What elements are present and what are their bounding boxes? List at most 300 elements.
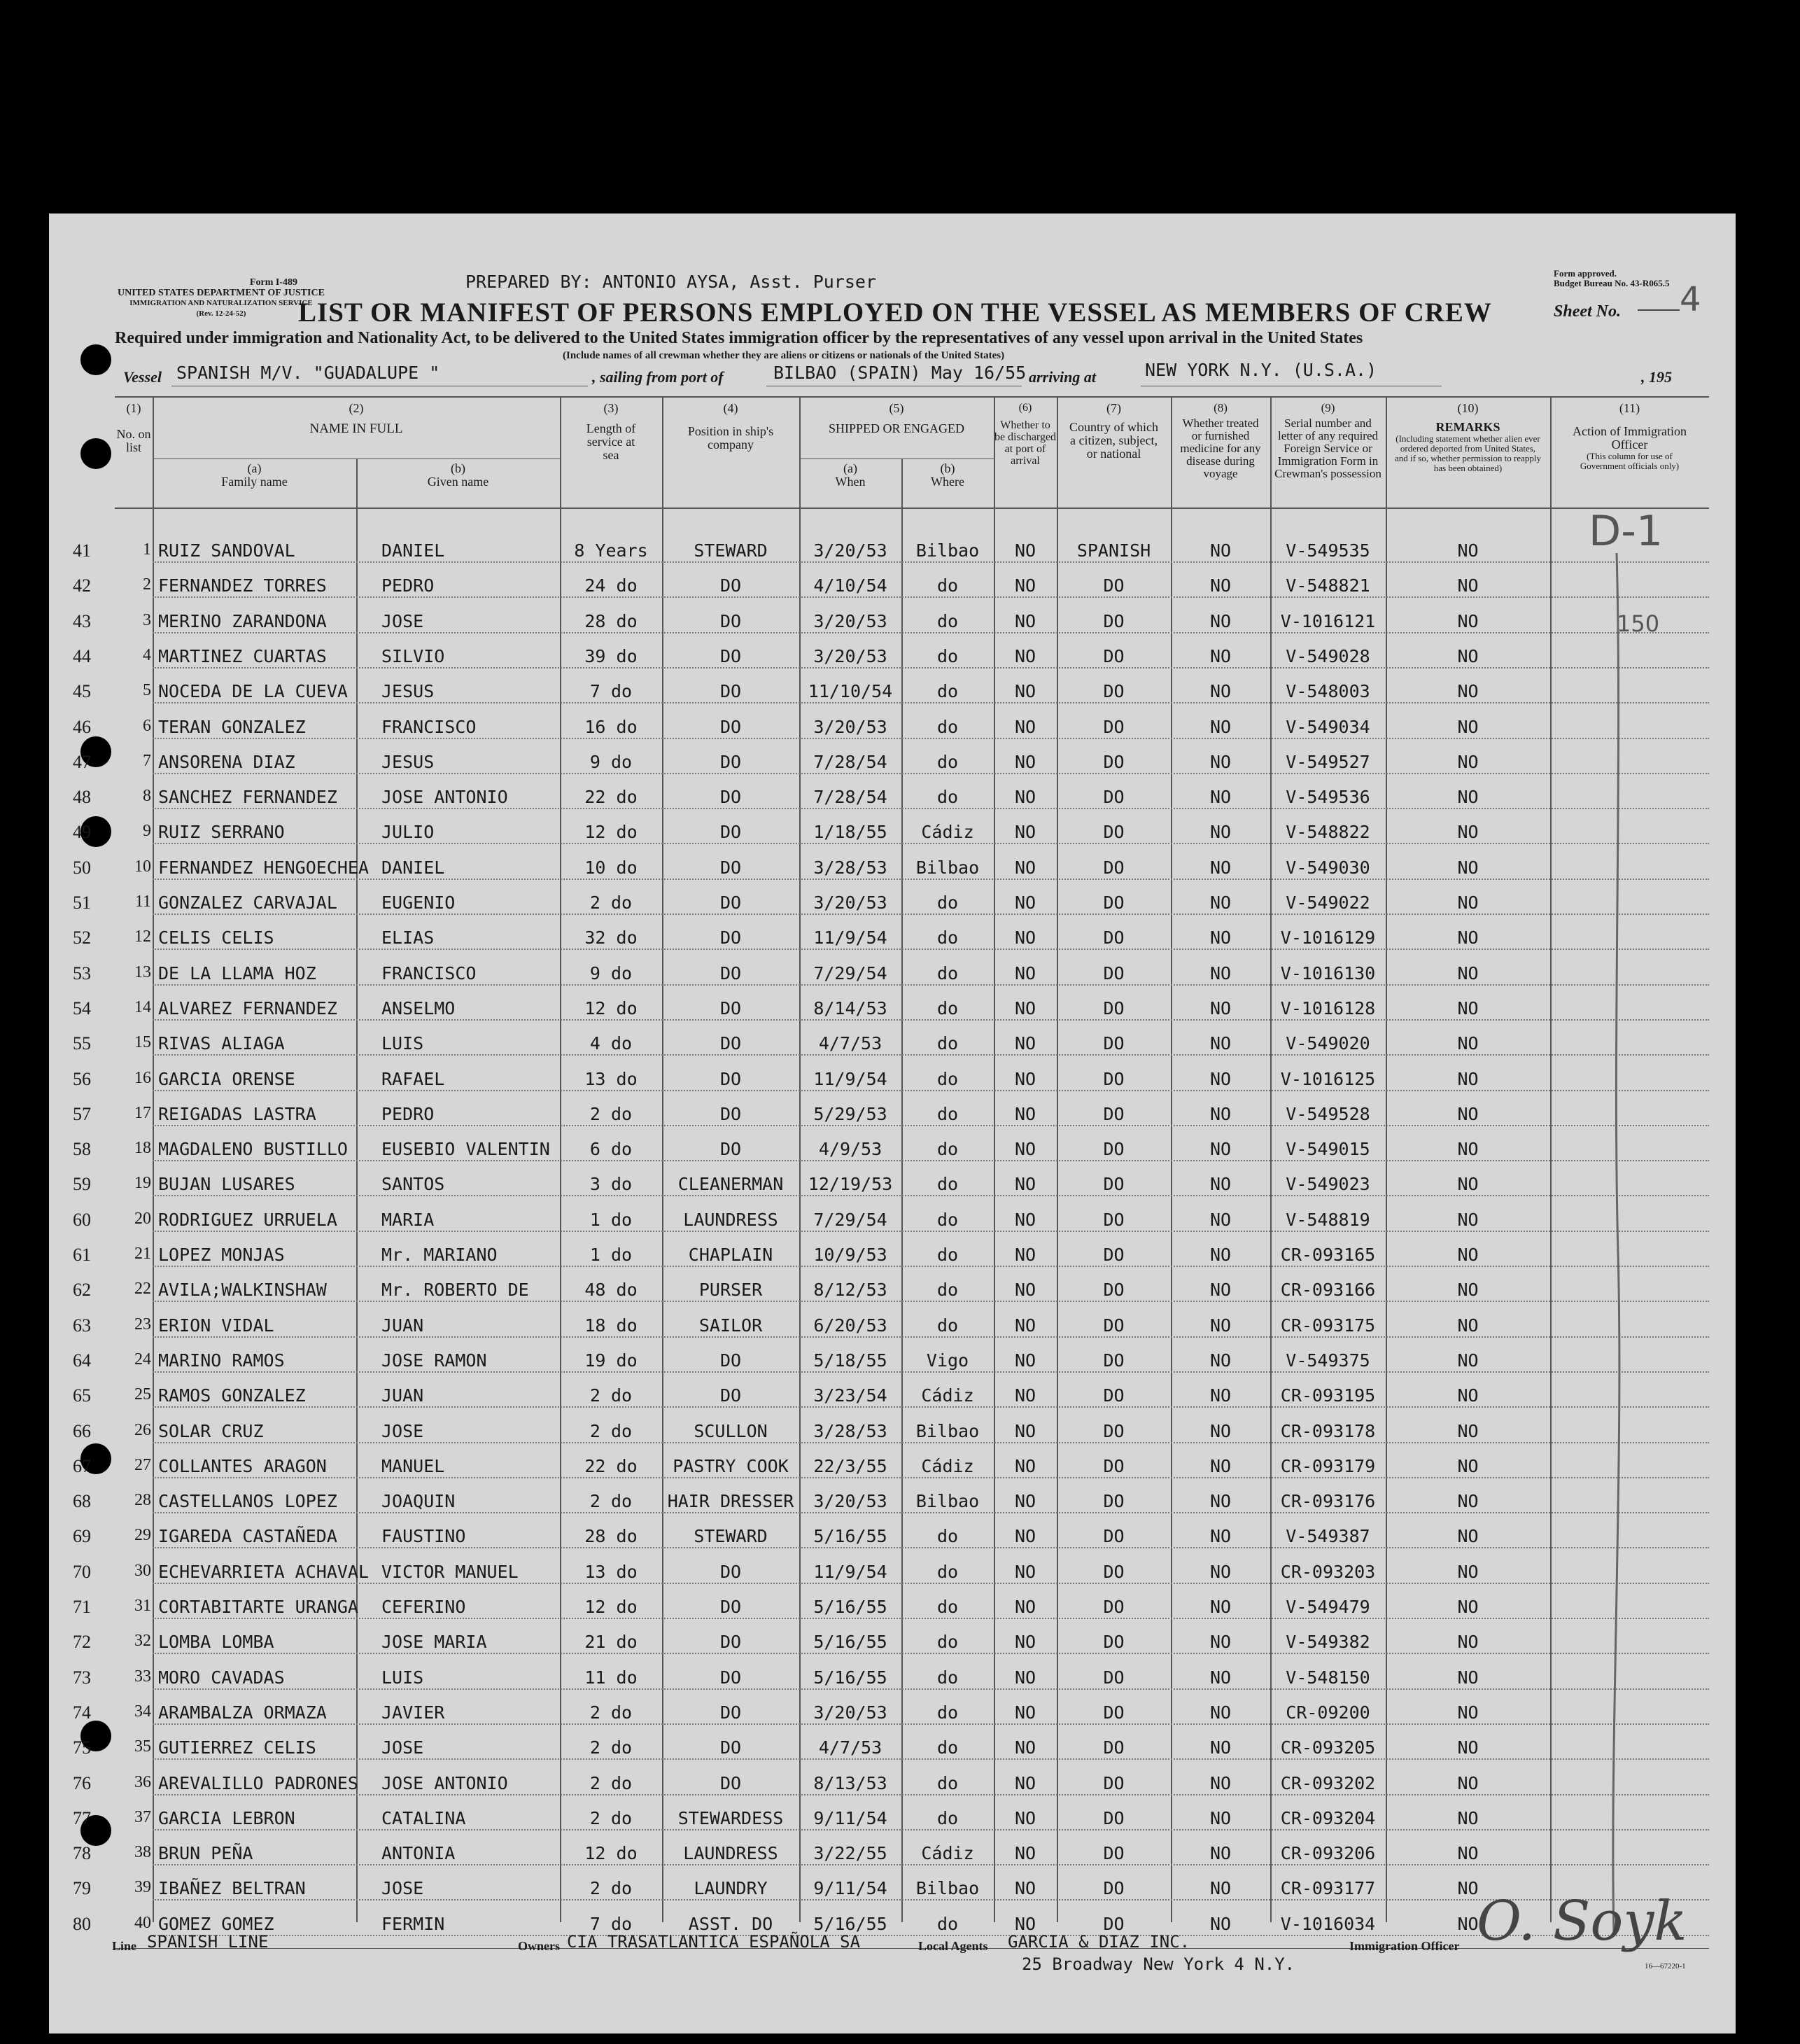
- cell-country: DO: [1103, 1069, 1125, 1089]
- cell-country: DO: [1103, 1139, 1125, 1159]
- cell-dis: NO: [1014, 892, 1036, 913]
- cell-rem: NO: [1457, 646, 1479, 666]
- cell-len: 1 do: [589, 1245, 633, 1265]
- cell-pos: STEWARDESS: [677, 1808, 784, 1828]
- cell-med: NO: [1209, 927, 1232, 948]
- cell-len: 2 do: [589, 1104, 633, 1124]
- cell-pos: DO: [719, 1033, 742, 1054]
- global-line-number: 78: [73, 1843, 91, 1863]
- cell-dis: NO: [1014, 1350, 1036, 1371]
- cell-family: LOMBA LOMBA: [158, 1632, 274, 1652]
- cell-len: 9 do: [589, 963, 633, 983]
- col-family-header: (a) Family name: [221, 461, 288, 489]
- cell-given: JULIO: [381, 822, 435, 842]
- cell-pos: DO: [719, 611, 742, 631]
- cell-where: do: [936, 1174, 959, 1194]
- cell-dis: NO: [1014, 540, 1036, 561]
- cell-family: MERINO ZARANDONA: [158, 611, 327, 631]
- cell-med: NO: [1209, 752, 1232, 772]
- col-action-header: (11) Action of Immigration Officer (This column for use of Government officials only): [1573, 401, 1687, 471]
- cell-rem: NO: [1457, 892, 1479, 913]
- cell-when: 5/16/55: [813, 1597, 887, 1617]
- cell-rem: NO: [1457, 998, 1479, 1018]
- cell-rem: NO: [1457, 1667, 1479, 1688]
- list-number: 9: [143, 822, 151, 840]
- cell-family: ECHEVARRIETA ACHAVAL: [158, 1562, 370, 1582]
- cell-given: LUIS: [381, 1033, 424, 1054]
- cell-family: AVILA;WALKINSHAW: [158, 1280, 327, 1300]
- cell-med: NO: [1209, 858, 1232, 878]
- cell-rem: NO: [1457, 1737, 1479, 1758]
- list-number: 40: [134, 1914, 151, 1932]
- cell-dis: NO: [1014, 1456, 1036, 1476]
- cell-when: 3/28/53: [813, 858, 887, 878]
- cell-country: DO: [1103, 1878, 1125, 1898]
- cell-serial: V-548150: [1286, 1667, 1370, 1688]
- cell-rem: NO: [1457, 540, 1479, 561]
- cell-dis: NO: [1014, 1526, 1036, 1546]
- cell-family: ALVAREZ FERNANDEZ: [158, 998, 337, 1018]
- cell-med: NO: [1209, 1773, 1232, 1793]
- cell-country: DO: [1103, 1667, 1125, 1688]
- cell-len: 24 do: [584, 575, 638, 596]
- cell-rem: NO: [1457, 1702, 1479, 1723]
- cell-country: DO: [1103, 1632, 1125, 1652]
- list-number: 25: [134, 1385, 151, 1404]
- list-number: 3: [143, 611, 151, 629]
- global-line-number: 62: [73, 1280, 91, 1300]
- global-line-number: 51: [73, 892, 91, 913]
- cell-given: SILVIO: [381, 646, 445, 666]
- cell-serial: V-549034: [1286, 717, 1370, 737]
- col-serial-header: (9) Serial number and letter of any required Foreign Service or Immigration Form in Crewman's possession: [1274, 401, 1381, 480]
- cell-dis: NO: [1014, 1632, 1036, 1652]
- list-number: 16: [134, 1069, 151, 1087]
- cell-dis: NO: [1014, 1315, 1036, 1336]
- cell-len: 10 do: [584, 858, 638, 878]
- cell-len: 3 do: [589, 1174, 633, 1194]
- cell-when: 3/22/55: [813, 1843, 887, 1863]
- cell-len: 2 do: [589, 1808, 633, 1828]
- cell-where: do: [936, 963, 959, 983]
- cell-family: LOPEZ MONJAS: [158, 1245, 285, 1265]
- cell-dis: NO: [1014, 1174, 1036, 1194]
- cell-family: FERNANDEZ HENGOECHEA: [158, 858, 370, 878]
- cell-where: Bilbao: [915, 858, 980, 878]
- cell-family: CELIS CELIS: [158, 927, 274, 948]
- cell-given: ANSELMO: [381, 998, 456, 1018]
- cell-len: 48 do: [584, 1280, 638, 1300]
- cell-when: 3/20/53: [813, 611, 887, 631]
- cell-dis: NO: [1014, 575, 1036, 596]
- list-number: 29: [134, 1526, 151, 1544]
- cell-given: EUGENIO: [381, 892, 456, 913]
- cell-given: EUSEBIO VALENTIN: [381, 1139, 550, 1159]
- cell-rem: NO: [1457, 1174, 1479, 1194]
- cell-given: JOSE: [381, 1421, 424, 1441]
- cell-country: DO: [1103, 1914, 1125, 1934]
- cell-country: DO: [1103, 787, 1125, 807]
- cell-dis: NO: [1014, 1843, 1036, 1863]
- cell-family: GUTIERREZ CELIS: [158, 1737, 316, 1758]
- cell-where: do: [936, 1597, 959, 1617]
- cell-where: Bilbao: [915, 1421, 980, 1441]
- cell-where: do: [936, 1526, 959, 1546]
- cell-serial: V-548821: [1286, 575, 1370, 596]
- cell-country: DO: [1103, 1280, 1125, 1300]
- cell-len: 12 do: [584, 1843, 638, 1863]
- cell-dis: NO: [1014, 1385, 1036, 1406]
- cell-when: 10/9/53: [813, 1245, 887, 1265]
- global-line-number: 63: [73, 1315, 91, 1336]
- sailing-value: BILBAO (SPAIN) May 16/55: [773, 363, 1027, 383]
- cell-where: do: [936, 998, 959, 1018]
- cell-given: Mr. ROBERTO DE: [381, 1280, 529, 1300]
- global-line-number: 69: [73, 1526, 91, 1546]
- prepared-by: PREPARED BY: ANTONIO AYSA, Asst. Purser: [465, 272, 876, 292]
- cell-pos: DO: [719, 1737, 742, 1758]
- cell-where: do: [936, 1914, 959, 1934]
- sheet-label: Sheet No.: [1554, 302, 1621, 321]
- list-number: 36: [134, 1773, 151, 1791]
- cell-rem: NO: [1457, 681, 1479, 701]
- cell-serial: V-1016125: [1280, 1069, 1376, 1089]
- cell-given: DANIEL: [381, 540, 445, 561]
- cell-when: 3/20/53: [813, 717, 887, 737]
- global-line-number: 72: [73, 1632, 91, 1652]
- cell-where: Bilbao: [915, 1491, 980, 1511]
- cell-serial: CR-093205: [1280, 1737, 1376, 1758]
- punch-hole: [80, 344, 111, 375]
- cell-given: PEDRO: [381, 575, 435, 596]
- cell-family: MAGDALENO BUSTILLO: [158, 1139, 348, 1159]
- officer-signature: O. Soyk: [1477, 1890, 1687, 1953]
- cell-serial: V-1016121: [1280, 611, 1376, 631]
- cell-where: do: [936, 1139, 959, 1159]
- line-value: SPANISH LINE: [147, 1932, 269, 1952]
- cell-pos: DO: [719, 927, 742, 948]
- pencil-note-150: 150: [1617, 610, 1660, 637]
- cell-when: 5/29/53: [813, 1104, 887, 1124]
- cell-med: NO: [1209, 822, 1232, 842]
- list-number: 2: [143, 575, 151, 594]
- cell-given: JAVIER: [381, 1702, 445, 1723]
- cell-country: DO: [1103, 1737, 1125, 1758]
- line-label: Line: [112, 1939, 137, 1953]
- cell-where: do: [936, 1033, 959, 1054]
- global-line-number: 60: [73, 1210, 91, 1230]
- approval-block: [1554, 269, 1670, 288]
- cell-pos: DO: [719, 1385, 742, 1406]
- cell-given: MANUEL: [381, 1456, 445, 1476]
- cell-family: REIGADAS LASTRA: [158, 1104, 316, 1124]
- cell-country: DO: [1103, 681, 1125, 701]
- cell-given: JUAN: [381, 1315, 424, 1336]
- arriving-label: arriving at: [1029, 368, 1096, 386]
- cell-rem: NO: [1457, 1210, 1479, 1230]
- required-statement: Required under immigration and Nationality Act, to be delivered to the United States immigration officer by the representatives of any vessel upon arrival in the United States: [115, 329, 1363, 347]
- cell-country: DO: [1103, 1033, 1125, 1054]
- cell-pos: DO: [719, 646, 742, 666]
- cell-med: NO: [1209, 1104, 1232, 1124]
- cell-dis: NO: [1014, 1421, 1036, 1441]
- cell-family: RUIZ SERRANO: [158, 822, 285, 842]
- cell-family: CASTELLANOS LOPEZ: [158, 1491, 337, 1511]
- cell-dis: NO: [1014, 1702, 1036, 1723]
- cell-dis: NO: [1014, 1914, 1036, 1934]
- cell-when: 8/12/53: [813, 1280, 887, 1300]
- global-line-number: 61: [73, 1245, 91, 1265]
- cell-given: JOSE ANTONIO: [381, 787, 508, 807]
- cell-len: 1 do: [589, 1210, 633, 1230]
- global-line-number: 52: [73, 927, 91, 948]
- cell-given: LUIS: [381, 1667, 424, 1688]
- cell-dis: NO: [1014, 752, 1036, 772]
- list-number: 12: [134, 927, 151, 946]
- cell-serial: CR-093178: [1280, 1421, 1376, 1441]
- cell-when: 12/19/53: [808, 1174, 893, 1194]
- cell-rem: NO: [1457, 1843, 1479, 1863]
- global-line-number: 74: [73, 1702, 91, 1723]
- cell-serial: CR-093165: [1280, 1245, 1376, 1265]
- cell-family: DE LA LLAMA HOZ: [158, 963, 316, 983]
- cell-pos: DO: [719, 681, 742, 701]
- list-number: 17: [134, 1104, 151, 1122]
- cell-country: DO: [1103, 1526, 1125, 1546]
- cell-serial: V-549375: [1286, 1350, 1370, 1371]
- cell-serial: V-1016129: [1280, 927, 1376, 948]
- global-line-number: 73: [73, 1667, 91, 1688]
- cell-where: do: [936, 1562, 959, 1582]
- page-title: LIST OR MANIFEST OF PERSONS EMPLOYED ON THE VESSEL AS MEMBERS OF CREW: [298, 298, 1492, 328]
- cell-serial: CR-093176: [1280, 1491, 1376, 1511]
- list-number: 30: [134, 1562, 151, 1580]
- list-number: 35: [134, 1737, 151, 1756]
- cell-given: ELIAS: [381, 927, 435, 948]
- global-line-number: 80: [73, 1914, 91, 1934]
- cell-country: DO: [1103, 717, 1125, 737]
- cell-serial: CR-093177: [1280, 1878, 1376, 1898]
- cell-given: JOSE ANTONIO: [381, 1773, 508, 1793]
- global-line-number: 76: [73, 1773, 91, 1793]
- cell-family: GARCIA ORENSE: [158, 1069, 295, 1089]
- cell-when: 5/16/55: [813, 1914, 887, 1934]
- list-number: 28: [134, 1491, 151, 1509]
- cell-pos: STEWARD: [694, 1526, 768, 1546]
- list-number: 10: [134, 858, 151, 876]
- cell-med: NO: [1209, 1737, 1232, 1758]
- cell-family: IGAREDA CASTAÑEDA: [158, 1526, 337, 1546]
- cell-family: NOCEDA DE LA CUEVA: [158, 681, 348, 701]
- punch-hole: [80, 438, 111, 469]
- cell-when: 11/9/54: [813, 1069, 887, 1089]
- col-shipped-header: (5) SHIPPED OR ENGAGED: [828, 401, 964, 435]
- cell-when: 3/20/53: [813, 1702, 887, 1723]
- cell-rem: NO: [1457, 1914, 1479, 1934]
- cell-med: NO: [1209, 611, 1232, 631]
- cell-dis: NO: [1014, 681, 1036, 701]
- year-label: , 195: [1641, 368, 1672, 386]
- print-code: 16—67220-1: [1645, 1962, 1686, 1970]
- list-number: 39: [134, 1878, 151, 1896]
- cell-where: do: [936, 1245, 959, 1265]
- cell-len: 2 do: [589, 892, 633, 913]
- agents-value: GARCIA & DIAZ INC.: [1008, 1932, 1190, 1952]
- cell-med: NO: [1209, 646, 1232, 666]
- cell-when: 7/29/54: [813, 963, 887, 983]
- cell-family: ARAMBALZA ORMAZA: [158, 1702, 327, 1723]
- global-line-number: 64: [73, 1350, 91, 1371]
- vessel-label: Vessel: [123, 368, 162, 386]
- cell-where: Bilbao: [915, 540, 980, 561]
- cell-serial: V-549028: [1286, 646, 1370, 666]
- cell-dis: NO: [1014, 1280, 1036, 1300]
- cell-family: MORO CAVADAS: [158, 1667, 285, 1688]
- cell-len: 28 do: [584, 611, 638, 631]
- cell-len: 2 do: [589, 1421, 633, 1441]
- cell-pos: DO: [719, 892, 742, 913]
- cell-when: 4/10/54: [813, 575, 887, 596]
- cell-len: 13 do: [584, 1562, 638, 1582]
- cell-dis: NO: [1014, 1878, 1036, 1898]
- cell-med: NO: [1209, 1315, 1232, 1336]
- cell-country: DO: [1103, 575, 1125, 596]
- global-line-number: 50: [73, 858, 91, 878]
- cell-dis: NO: [1014, 858, 1036, 878]
- cell-serial: V-549022: [1286, 892, 1370, 913]
- cell-country: DO: [1103, 998, 1125, 1018]
- cell-med: NO: [1209, 963, 1232, 983]
- cell-country: DO: [1103, 1702, 1125, 1723]
- cell-dis: NO: [1014, 1773, 1036, 1793]
- cell-med: NO: [1209, 1843, 1232, 1863]
- cell-where: do: [936, 787, 959, 807]
- cell-rem: NO: [1457, 1033, 1479, 1054]
- form-id-block: [118, 277, 325, 319]
- cell-dis: NO: [1014, 1210, 1036, 1230]
- cell-where: Cádiz: [921, 1385, 974, 1406]
- cell-rem: NO: [1457, 1562, 1479, 1582]
- cell-dis: NO: [1014, 822, 1036, 842]
- global-line-number: 79: [73, 1878, 91, 1898]
- cell-family: COLLANTES ARAGON: [158, 1456, 327, 1476]
- cell-len: 6 do: [589, 1139, 633, 1159]
- cell-med: NO: [1209, 1632, 1232, 1652]
- cell-med: NO: [1209, 540, 1232, 561]
- cell-pos: HAIR DRESSER: [667, 1491, 794, 1511]
- cell-when: 7/28/54: [813, 787, 887, 807]
- cell-serial: V-549020: [1286, 1033, 1370, 1054]
- global-line-number: 44: [73, 646, 91, 666]
- cell-rem: NO: [1457, 575, 1479, 596]
- cell-when: 3/23/54: [813, 1385, 887, 1406]
- cell-len: 12 do: [584, 1597, 638, 1617]
- cell-family: TERAN GONZALEZ: [158, 717, 306, 737]
- pencil-vertical-line: [1589, 553, 1645, 1939]
- col-discharged-header: (6) Whether to be discharged at port of arrival: [994, 402, 1057, 467]
- cell-country: DO: [1103, 1385, 1125, 1406]
- global-line-number: 48: [73, 787, 91, 807]
- cell-len: 32 do: [584, 927, 638, 948]
- list-number: 19: [134, 1174, 151, 1192]
- col-name-header: (2) NAME IN FULL: [309, 401, 403, 436]
- cell-country: DO: [1103, 1350, 1125, 1371]
- cell-when: 3/20/53: [813, 540, 887, 561]
- cell-rem: NO: [1457, 927, 1479, 948]
- cell-serial: V-548003: [1286, 681, 1370, 701]
- cell-len: 16 do: [584, 717, 638, 737]
- cell-rem: NO: [1457, 1421, 1479, 1441]
- cell-given: FAUSTINO: [381, 1526, 466, 1546]
- cell-pos: DO: [719, 1069, 742, 1089]
- cell-serial: V-549527: [1286, 752, 1370, 772]
- cell-med: NO: [1209, 1350, 1232, 1371]
- list-number: 1: [143, 540, 151, 559]
- cell-given: FRANCISCO: [381, 963, 477, 983]
- cell-country: DO: [1103, 646, 1125, 666]
- cell-rem: NO: [1457, 822, 1479, 842]
- cell-given: JOSE: [381, 1878, 424, 1898]
- cell-med: NO: [1209, 1878, 1232, 1898]
- cell-when: 6/20/53: [813, 1315, 887, 1336]
- cell-med: NO: [1209, 1914, 1232, 1934]
- cell-med: NO: [1209, 717, 1232, 737]
- col-given-header: (b) Given name: [427, 461, 489, 489]
- sailing-label: , sailing from port of: [592, 368, 724, 386]
- cell-pos: DO: [719, 1562, 742, 1582]
- cell-med: NO: [1209, 1139, 1232, 1159]
- cell-when: 9/11/54: [813, 1808, 887, 1828]
- cell-when: 9/11/54: [813, 1878, 887, 1898]
- cell-country: DO: [1103, 927, 1125, 948]
- list-number: 32: [134, 1632, 151, 1650]
- cell-med: NO: [1209, 1526, 1232, 1546]
- cell-where: do: [936, 1280, 959, 1300]
- cell-when: 7/28/54: [813, 752, 887, 772]
- cell-where: do: [936, 1632, 959, 1652]
- cell-family: ERION VIDAL: [158, 1315, 274, 1336]
- cell-serial: V-548822: [1286, 822, 1370, 842]
- list-number: 34: [134, 1702, 151, 1721]
- cell-country: DO: [1103, 1245, 1125, 1265]
- cell-when: 5/18/55: [813, 1350, 887, 1371]
- cell-rem: NO: [1457, 787, 1479, 807]
- cell-rem: NO: [1457, 1773, 1479, 1793]
- cell-when: 3/20/53: [813, 892, 887, 913]
- cell-dis: NO: [1014, 1737, 1036, 1758]
- cell-where: Cádiz: [921, 1456, 974, 1476]
- cell-given: JUAN: [381, 1385, 424, 1406]
- cell-len: 39 do: [584, 646, 638, 666]
- cell-len: 8 Years: [574, 540, 648, 561]
- cell-country: DO: [1103, 1843, 1125, 1863]
- cell-family: MARINO RAMOS: [158, 1350, 285, 1371]
- cell-pos: DO: [719, 717, 742, 737]
- cell-med: NO: [1209, 1280, 1232, 1300]
- cell-rem: NO: [1457, 1632, 1479, 1652]
- cell-pos: LAUNDRY: [694, 1878, 768, 1898]
- cell-len: 9 do: [589, 752, 633, 772]
- cell-dis: NO: [1014, 1562, 1036, 1582]
- global-line-number: 54: [73, 998, 91, 1018]
- list-number: 27: [134, 1456, 151, 1474]
- cell-rem: NO: [1457, 1280, 1479, 1300]
- cell-serial: CR-093195: [1280, 1385, 1376, 1406]
- cell-serial: V-549535: [1286, 540, 1370, 561]
- cell-family: IBAÑEZ BELTRAN: [158, 1878, 306, 1898]
- cell-pos: LAUNDRESS: [683, 1210, 778, 1230]
- list-number: 31: [134, 1597, 151, 1615]
